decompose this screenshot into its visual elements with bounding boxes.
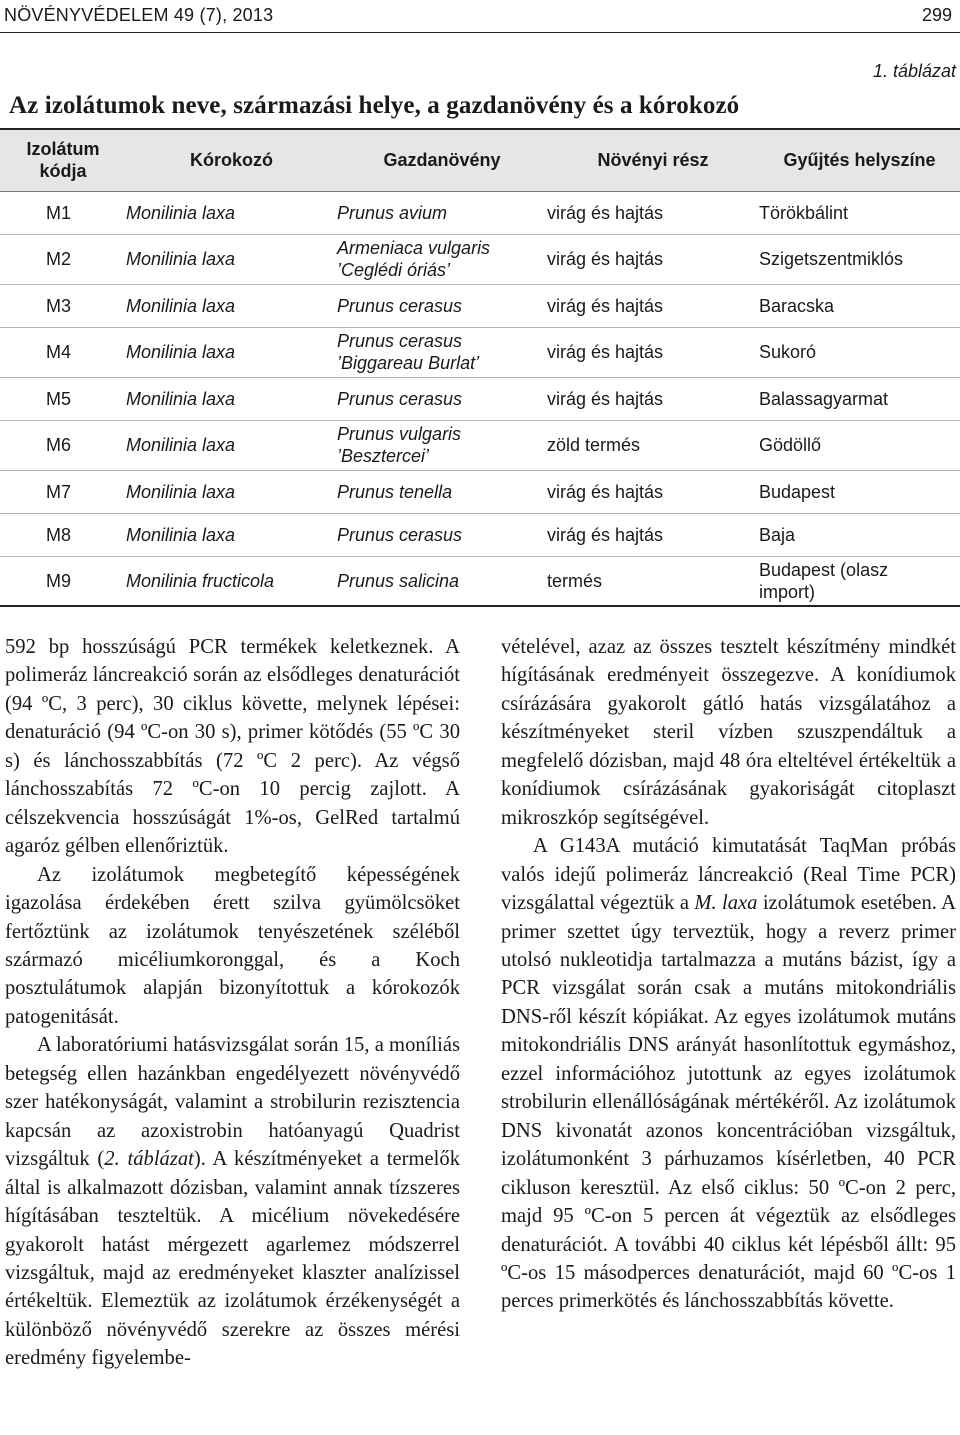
- paragraph: Az izolátumok megbetegítő képességének igazolása érdekében érett szilva gyümölcsöket fertőztünk az izolátumok tenyészetének széléből származó micéliumkoronggal, és a Koch posztulátumok alapján bizonyítottuk a kórokozók patogenitását.: [5, 863, 460, 1028]
- host-species: Prunus tenella: [337, 481, 453, 502]
- plant-part-cell: virág és hajtás: [547, 342, 664, 362]
- collection-site-cell: [759, 327, 960, 377]
- host-species: Prunus vulgaris: [337, 424, 462, 444]
- isolate-code-cell: M6: [46, 435, 72, 455]
- species-name: M. laxa: [694, 892, 758, 915]
- table-row: [0, 377, 960, 420]
- host-cell: [337, 327, 547, 377]
- header-host: Gazdanövény: [383, 150, 501, 171]
- plant-part-cell: virág és hajtás: [547, 524, 664, 545]
- site-line: import): [759, 581, 816, 602]
- paragraph: vételével, azaz az összes tesztelt készítmény mindkét hígításának eredményeit összegezve. A konídiumok csírázására gyakorolt gátló hatás vizsgálatához a készítményeket steril vízben szuszpendáltuk a megfelelő dózisban, majd 48 óra elteltével értékeltük a konídiumok csírázásának gyakoriságát citoplaszt mikroszkóp segítségével.: [501, 636, 956, 829]
- isolate-code-cell: M4: [46, 342, 72, 362]
- pathogen-cell: Monilinia fructicola: [126, 570, 275, 591]
- collection-site-cell: [759, 513, 960, 556]
- site-line: Baracska: [759, 295, 835, 316]
- header-collection-site: Gyűjtés helyszíne: [783, 150, 936, 171]
- table-row: [0, 513, 960, 556]
- isolate-code-cell: M3: [46, 295, 72, 316]
- pathogen-cell: Monilinia laxa: [126, 295, 236, 316]
- host-species: Prunus cerasus: [337, 524, 463, 545]
- pathogen-cell: Monilinia laxa: [126, 481, 236, 502]
- host-cell: [337, 284, 547, 327]
- table-row: [0, 234, 960, 284]
- site-line: Budapest: [759, 481, 836, 502]
- host-cell: [337, 234, 547, 284]
- paragraph-text: izolátumok esetében. A primer szettet úgy terveztük, hogy a reverz primer utolsó nukleotidja tartalmazza a mutáns bázist, így a PCR vizsgálat során csak a mutáns mitokondriális DNS-ről készít kópiákat. Az egyes izolátumok mutáns mitokondriális DNS arányát hasonlítottuk egymáshoz, ezzel információhoz jutottunk az egyes izolátumok strobilurin ellenállóságának mértékéről. Az izolátumok DNS kivonatát azonos koncentrációban vizsgáltuk, izolátumonként 3 párhuzamos kísérletben, 40 PCR cikluson keresztül. Az első ciklus: 50 ºC-on 2 perc, majd 95 ºC-on 5 percen át végeztük az elsődleges denaturációt. A további 40 ciklus két lépésből állt: 95 ºC-os 15 másodperces denaturációt, majd 60 ºC-os 1 perces primerkötés és lánchosszabbítás követte.: [501, 892, 956, 1313]
- site-line: Baja: [759, 524, 796, 545]
- collection-site-cell: [759, 420, 960, 470]
- page-number: 299: [921, 5, 952, 25]
- table-reference: 2. táblázat: [104, 1148, 194, 1171]
- paragraph-text: ). A készítményeket a termelők által is alkalmazott dózisban, valamint annak tízszeres hígításában teszteltük. A micélium növekedésére gyakorolt hatást mérgezett agarlemez módszerrel vizsgáltuk, majd az eredményeket klaszter analízissel értékeltük. Elemeztük az izolátumok érzékenységét a különböző növényvédő szerekre az összes mérési eredmény figyelembe-: [5, 1148, 460, 1370]
- table-row: [0, 556, 960, 606]
- host-cultivar: ’Ceglédi óriás’: [337, 260, 451, 280]
- host-species: Armeniaca vulgaris: [337, 238, 491, 258]
- collection-site-cell: [759, 284, 960, 327]
- table-row: [0, 284, 960, 327]
- pathogen-cell: Monilinia laxa: [126, 342, 236, 362]
- plant-part-cell: termés: [547, 570, 603, 591]
- host-cultivar: ’Biggareau Burlat’: [337, 353, 480, 373]
- isolate-code-cell: M7: [46, 481, 72, 502]
- plant-part-cell: virág és hajtás: [547, 202, 664, 223]
- pathogen-cell: Monilinia laxa: [126, 524, 236, 545]
- site-line: Gödöllő: [759, 435, 822, 455]
- body-column-right: [501, 633, 956, 1316]
- paragraph: [5, 1031, 460, 1372]
- body-column-left: [5, 633, 460, 1373]
- paragraph: [501, 832, 956, 1316]
- host-species: Prunus cerasus: [337, 295, 463, 316]
- host-cell: [337, 470, 547, 513]
- plant-part-cell: virág és hajtás: [547, 249, 664, 269]
- running-header: [0, 0, 960, 33]
- header-code-line2: kódja: [39, 161, 87, 182]
- collection-site-cell: [759, 377, 960, 420]
- table-row: [0, 420, 960, 470]
- paragraph-text: A G143A mutáció kimutatását TaqMan próbás valós idejű polimeráz láncreakció (Real Time PCR) vizsgálattal végeztük a: [501, 835, 956, 915]
- host-cell: [337, 191, 547, 234]
- collection-site-cell: [759, 556, 960, 606]
- table-number: 1. táblázat: [872, 61, 956, 81]
- site-line: Budapest (olasz: [759, 559, 889, 580]
- journal-reference: NÖVÉNYVÉDELEM 49 (7), 2013: [4, 5, 274, 25]
- pathogen-cell: Monilinia laxa: [126, 388, 236, 409]
- site-line: Törökbálint: [759, 202, 849, 223]
- host-cell: [337, 420, 547, 470]
- paragraph: 592 bp hosszúságú PCR termékek keletkeznek. A polimeráz láncreakció során az elsődleges denaturációt (94 ºC, 3 perc), 30 ciklus követte, melynek lépései: denaturáció (94 ºC-on 30 s), primer kötődés (55 ºC 30 s) és lánchosszabbítás (72 ºC 2 perc). Az végső lánchosszabítás 72 ºC-on 10 percig zajlott. A célszekvencia hosszúságát 1%-os, GelRed tartalmú agaróz gélben ellenőriztük.: [5, 636, 460, 858]
- table-title: Az izolátumok neve, származási helye, a gazdanövény és a kórokozó: [9, 92, 740, 119]
- host-species: Prunus cerasus: [337, 388, 463, 409]
- isolate-code-cell: M2: [46, 249, 72, 269]
- host-species: Prunus cerasus: [337, 331, 463, 351]
- isolate-table: [0, 128, 960, 607]
- collection-site-cell: [759, 191, 960, 234]
- plant-part-cell: zöld termés: [547, 435, 641, 455]
- host-cell: [337, 556, 547, 606]
- host-cell: [337, 513, 547, 556]
- collection-site-cell: [759, 470, 960, 513]
- header-code-line1: Izolátum: [26, 139, 100, 160]
- header-plant-part: Növényi rész: [597, 150, 709, 171]
- host-cell: [337, 377, 547, 420]
- collection-site-cell: [759, 234, 960, 284]
- header-isolate-code: [0, 129, 126, 191]
- header-pathogen: Kórokozó: [190, 150, 273, 171]
- host-species: Prunus avium: [337, 202, 448, 223]
- paragraph-text: A laboratóriumi hatásvizsgálat során 15, a moníliás betegség ellen hazánkban engedélyezett növényvédő szer hatékonyságát, valamint a strobilurin rezisztencia kapcsán az azoxistrobin hatóanyagú Quadrist vizsgáltuk (: [5, 1034, 460, 1171]
- site-line: Szigetszentmiklós: [759, 249, 904, 269]
- plant-part-cell: virág és hajtás: [547, 481, 664, 502]
- isolate-code-cell: M1: [46, 202, 72, 223]
- plant-part-cell: virág és hajtás: [547, 295, 664, 316]
- table-header-row: [0, 129, 960, 191]
- isolate-code-cell: M8: [46, 524, 72, 545]
- table-row: [0, 327, 960, 377]
- isolate-code-cell: M9: [46, 570, 72, 591]
- site-line: Sukoró: [759, 342, 817, 362]
- pathogen-cell: Monilinia laxa: [126, 435, 236, 455]
- isolate-code-cell: M5: [46, 388, 72, 409]
- table-row: [0, 470, 960, 513]
- pathogen-cell: Monilinia laxa: [126, 249, 236, 269]
- table-row: [0, 191, 960, 234]
- host-cultivar: ’Besztercei’: [337, 446, 430, 466]
- pathogen-cell: Monilinia laxa: [126, 202, 236, 223]
- site-line: Balassagyarmat: [759, 388, 889, 409]
- plant-part-cell: virág és hajtás: [547, 388, 664, 409]
- host-species: Prunus salicina: [337, 570, 460, 591]
